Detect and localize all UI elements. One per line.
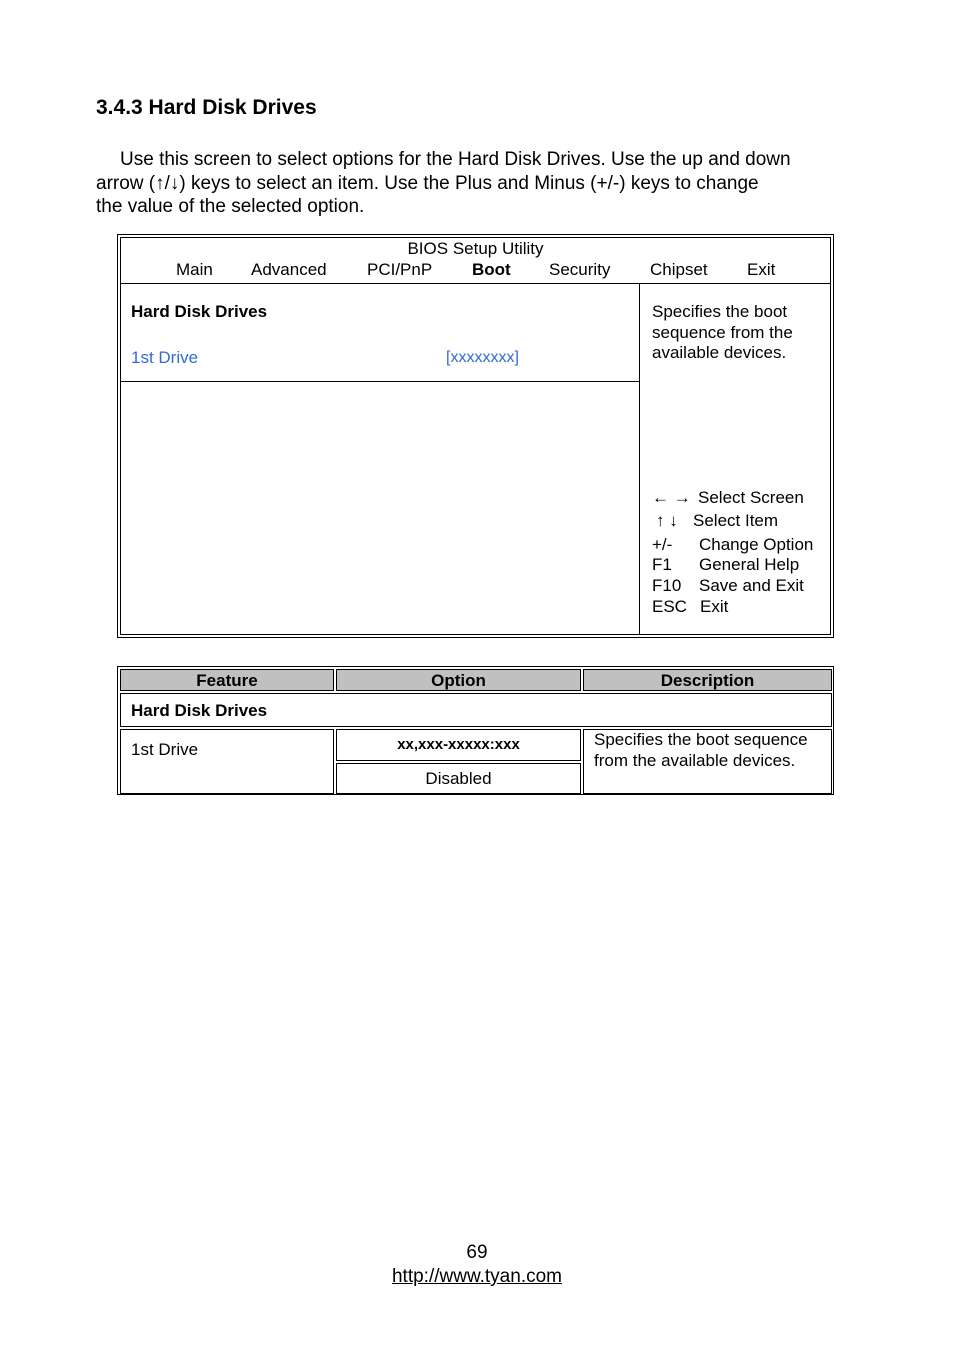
menu-tab-boot[interactable]: Boot	[472, 260, 511, 279]
page-number: 69	[466, 1242, 488, 1263]
heading-divider	[121, 381, 639, 382]
key-desc: Select Screen	[698, 488, 804, 507]
section-title: 3.4.3 Hard Disk Drives	[96, 96, 317, 119]
intro-line-2: arrow (↑/↓) keys to select an item. Use the Plus and Minus (+/-) keys to change	[96, 172, 759, 194]
footer-url-link[interactable]: http://www.tyan.com	[391, 1266, 562, 1287]
bios-screen	[117, 234, 834, 638]
settings-pane	[121, 284, 640, 634]
option-cell-disabled: Disabled	[336, 763, 581, 794]
key-label: ESC	[652, 597, 687, 616]
left-right-arrow-icon: ← →	[652, 488, 691, 507]
bios-frame	[120, 237, 831, 635]
up-down-arrow-icon: ↑ ↓	[656, 511, 678, 530]
header-description: Description	[583, 669, 832, 691]
menu-tab-advanced[interactable]: Advanced	[251, 260, 327, 279]
key-desc: Change Option	[699, 535, 814, 554]
intro-line-1: Use this screen to select options for the Hard Disk Drives. Use the up and down	[120, 149, 791, 170]
help-pane	[640, 284, 830, 634]
key-desc: Select Item	[693, 511, 779, 530]
key-desc: General Help	[699, 555, 800, 574]
intro-paragraph	[96, 148, 856, 219]
description-cell: Specifies the boot sequence from the available devices.	[583, 729, 832, 794]
group-row: Hard Disk Drives	[120, 693, 832, 727]
pane-heading: Hard Disk Drives	[131, 302, 268, 321]
first-drive-value[interactable]: [xxxxxxxx]	[446, 349, 519, 366]
help-description: Specifies the boot sequence from the available devices.	[652, 302, 793, 362]
feature-table	[117, 666, 834, 795]
menu-tab-chipset[interactable]: Chipset	[650, 260, 708, 279]
header-feature: Feature	[120, 669, 334, 691]
key-desc: Exit	[700, 597, 729, 616]
first-drive-label[interactable]: 1st Drive	[131, 348, 199, 367]
feature-table-body	[120, 669, 831, 792]
key-desc: Save and Exit	[699, 576, 804, 595]
menu-tab-exit[interactable]: Exit	[747, 260, 776, 279]
header-option: Option	[336, 669, 581, 691]
menu-tab-main[interactable]: Main	[176, 260, 213, 279]
key-label: F10	[652, 576, 682, 595]
intro-line-3: the value of the selected option.	[96, 196, 365, 217]
bios-title: BIOS Setup Utility	[407, 239, 544, 258]
feature-cell: 1st Drive	[120, 729, 334, 794]
key-label: +/-	[652, 535, 673, 554]
key-label: F1	[652, 555, 672, 574]
option-cell-primary: xx,xxx-xxxxx:xxx	[336, 729, 581, 761]
bios-menu-bar	[121, 260, 830, 282]
menu-tab-pcipnp[interactable]: PCI/PnP	[367, 260, 433, 279]
menu-tab-security[interactable]: Security	[549, 260, 611, 279]
